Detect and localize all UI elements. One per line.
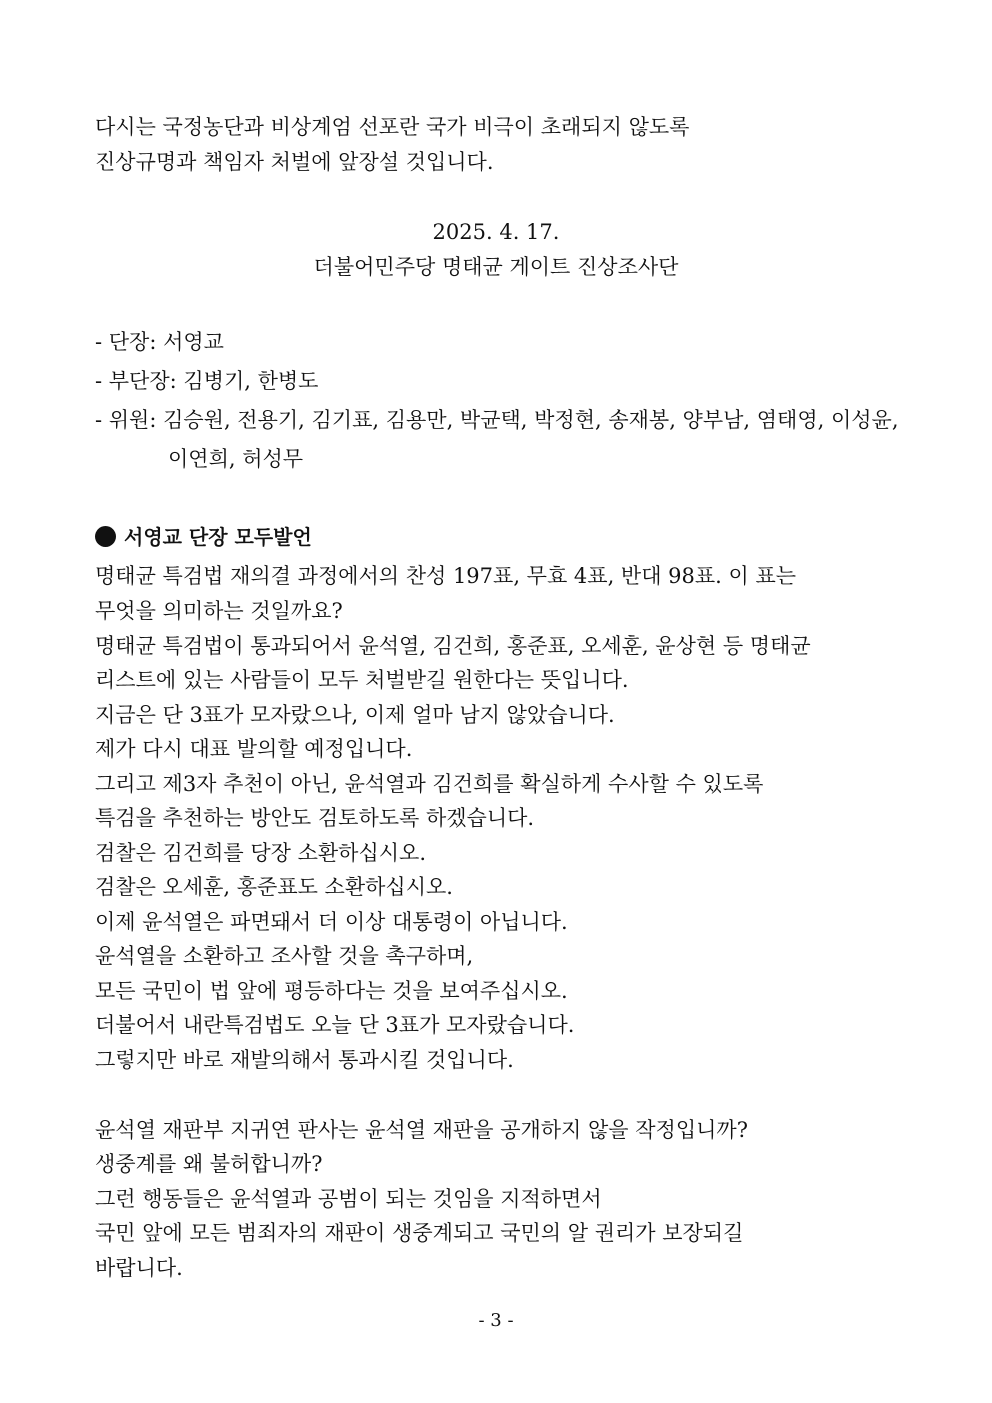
paragraph2-line: 바랍니다.	[95, 1256, 183, 1280]
member-deputy: - 부단장: 김병기, 한병도	[95, 369, 319, 393]
signature-date: 2025. 4. 17.	[432, 220, 560, 244]
paragraph1-line: 검찰은 김건희를 당장 소환하십시오.	[95, 841, 426, 865]
paragraph1-line: 윤석열을 소환하고 조사할 것을 촉구하며,	[95, 944, 474, 968]
paragraph1-line: 특검을 추천하는 방안도 검토하도록 하겠습니다.	[95, 806, 535, 830]
intro-line-1: 다시는 국정농단과 비상계엄 선포란 국가 비극이 초래되지 않도록	[95, 115, 690, 139]
paragraph1-line: 제가 다시 대표 발의할 예정입니다.	[95, 737, 413, 761]
paragraph1-line: 더불어서 내란특검법도 오늘 단 3표가 모자랐습니다.	[95, 1013, 575, 1037]
member-committee-2: 이연희, 허성무	[168, 447, 304, 471]
paragraph1-line: 지금은 단 3표가 모자랐으나, 이제 얼마 남지 않았습니다.	[95, 703, 615, 727]
paragraph1-line: 리스트에 있는 사람들이 모두 처벌받길 원한다는 뜻입니다.	[95, 668, 629, 692]
page-number: - 3 -	[478, 1310, 514, 1331]
paragraph1-line: 그렇지만 바로 재발의해서 통과시킬 것입니다.	[95, 1048, 514, 1072]
paragraph1-line: 무엇을 의미하는 것일까요?	[95, 599, 343, 623]
section-heading-text: 서영교 단장 모두발언	[124, 525, 312, 549]
member-leader: - 단장: 서영교	[95, 330, 224, 354]
paragraph2-line: 국민 앞에 모든 범죄자의 재판이 생중계되고 국민의 알 권리가 보장되길	[95, 1221, 744, 1245]
paragraph1-line: 검찰은 오세훈, 홍준표도 소환하십시오.	[95, 875, 453, 899]
signature-org: 더불어민주당 명태균 게이트 진상조사단	[313, 255, 679, 279]
paragraph1-line: 그리고 제3자 추천이 아닌, 윤석열과 김건희를 확실하게 수사할 수 있도록	[95, 772, 764, 796]
paragraph1-line: 명태균 특검법이 통과되어서 윤석열, 김건희, 홍준표, 오세훈, 윤상현 등 명태균	[95, 634, 811, 658]
member-committee-1: - 위원: 김승원, 전용기, 김기표, 김용만, 박균택, 박정현, 송재봉, 양부남, 염태영, 이성윤,	[95, 408, 899, 432]
paragraph2-line: 그런 행동들은 윤석열과 공범이 되는 것임을 지적하면서	[95, 1187, 602, 1211]
paragraph1-line: 이제 윤석열은 파면돼서 더 이상 대통령이 아닙니다.	[95, 910, 568, 934]
section-heading	[95, 522, 312, 552]
paragraph2-line: 생중계를 왜 불허합니까?	[95, 1152, 323, 1176]
paragraph2-line: 윤석열 재판부 지귀연 판사는 윤석열 재판을 공개하지 않을 작정입니까?	[95, 1118, 748, 1142]
bullet-icon	[95, 526, 116, 547]
paragraph1-line: 명태균 특검법 재의결 과정에서의 찬성 197표, 무효 4표, 반대 98표. 이 표는	[95, 564, 797, 588]
intro-line-2: 진상규명과 책임자 처벌에 앞장설 것입니다.	[95, 150, 494, 174]
paragraph1-line: 모든 국민이 법 앞에 평등하다는 것을 보여주십시오.	[95, 979, 568, 1003]
